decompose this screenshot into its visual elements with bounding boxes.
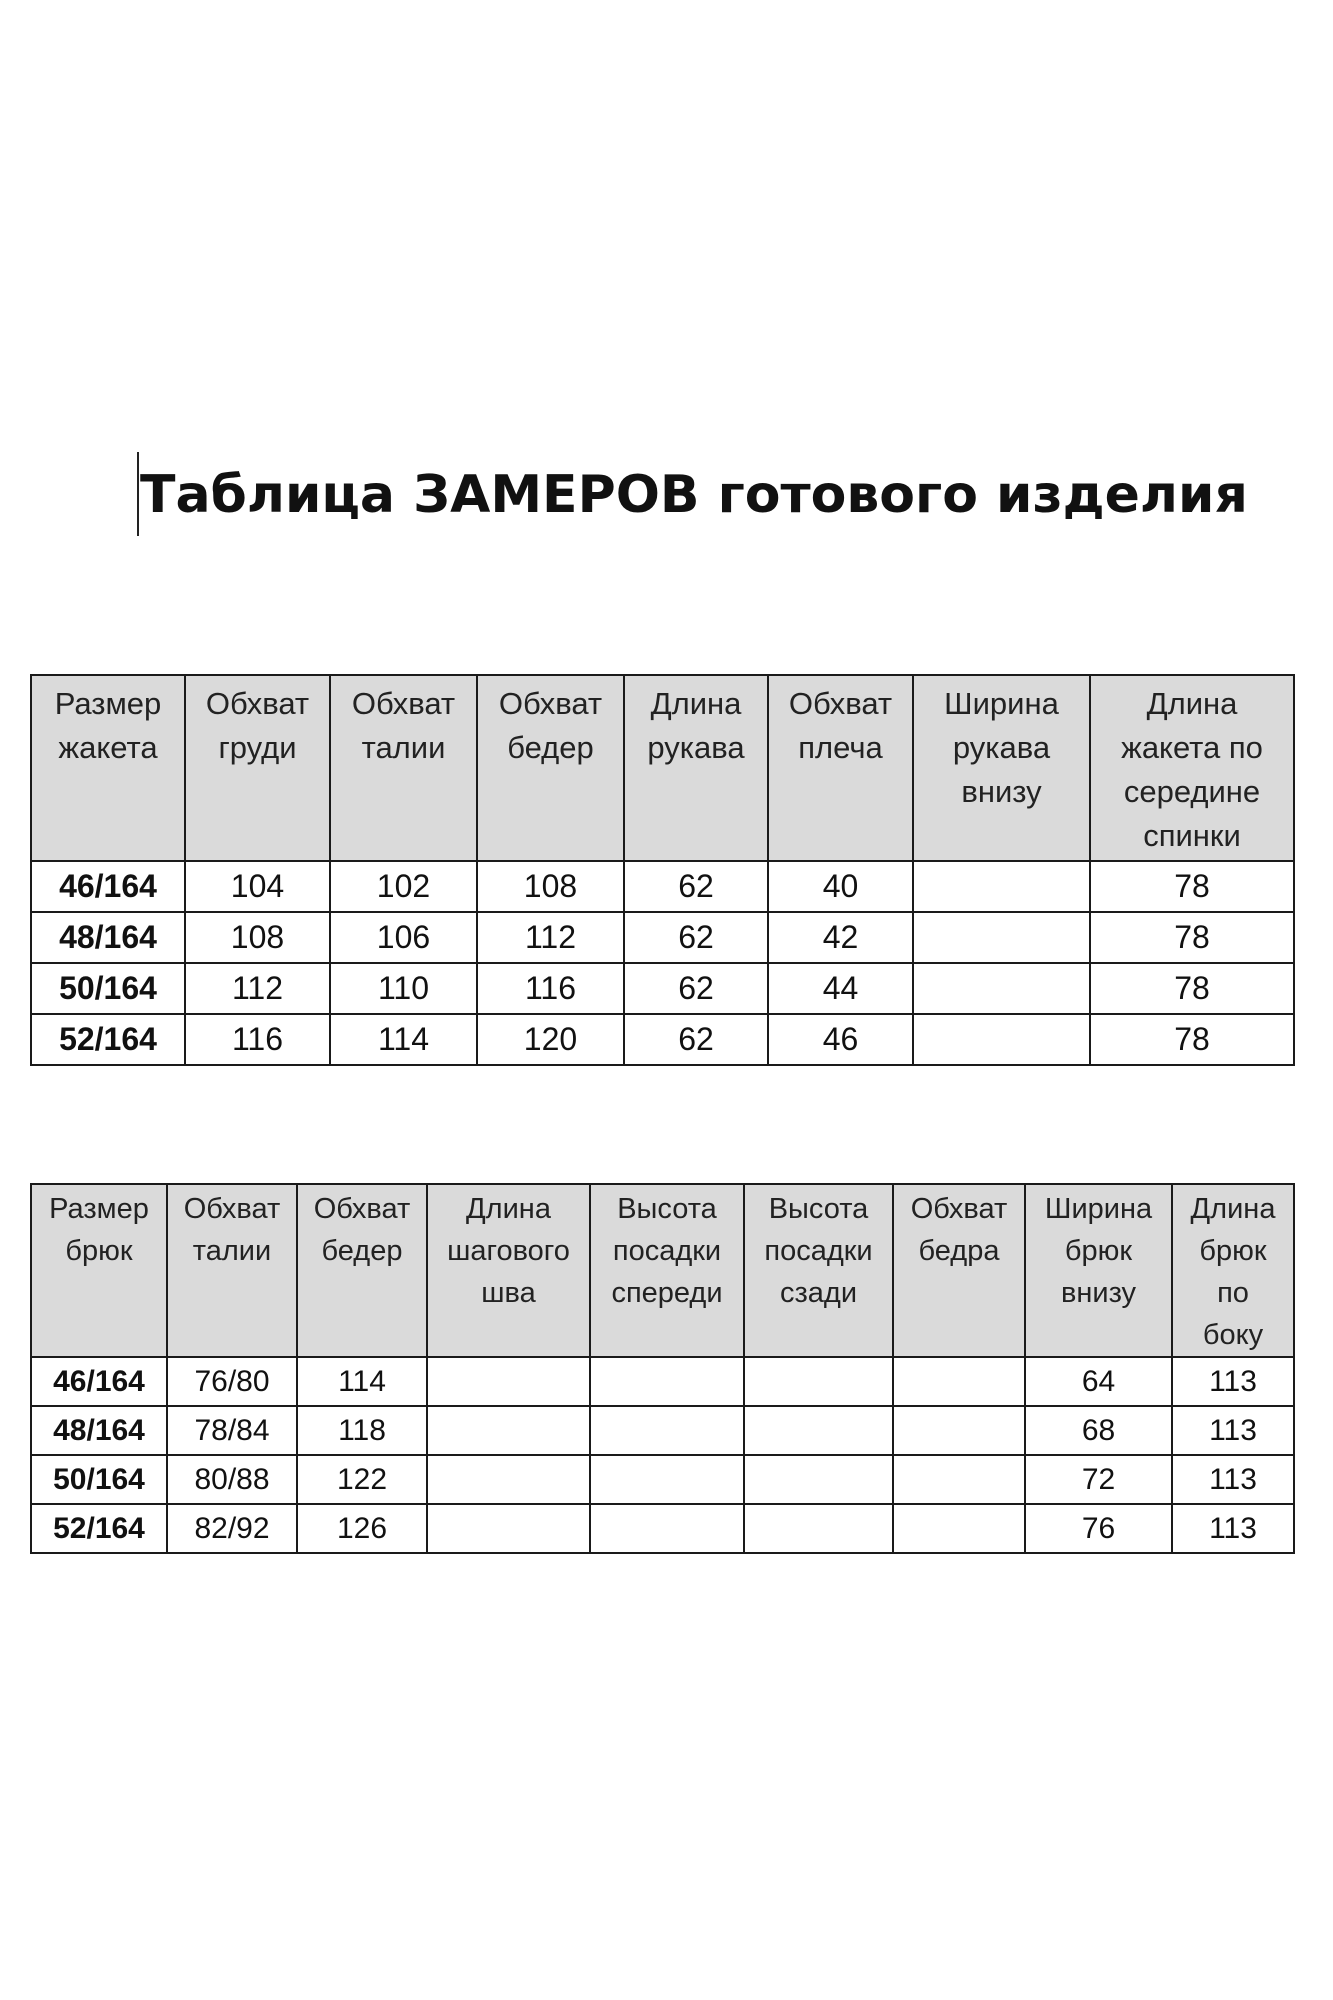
column-header-line: талии <box>361 730 446 765</box>
column-header <box>744 1184 893 1357</box>
column-header <box>167 1184 297 1357</box>
jacket-measurements-table <box>30 674 1295 1066</box>
column-header-line: спинки <box>1143 818 1241 853</box>
column-header-line: Длина <box>466 1193 551 1225</box>
size-cell: 48/164 <box>31 1406 167 1455</box>
column-header-line: середине <box>1123 774 1261 809</box>
table-cell <box>744 1504 893 1553</box>
column-header <box>31 1184 167 1357</box>
table-cell <box>893 1406 1025 1455</box>
table-cell: 80/88 <box>167 1455 297 1504</box>
table-cell: 114 <box>297 1357 427 1406</box>
column-header <box>1090 675 1294 861</box>
table-header-row <box>31 675 1294 861</box>
column-header-line: Обхват <box>788 686 893 721</box>
column-header-line: Обхват <box>205 686 310 721</box>
table-cell <box>744 1357 893 1406</box>
column-header-line: боку <box>1202 1319 1264 1351</box>
column-header-line: плеча <box>798 730 883 765</box>
table-cell: 68 <box>1025 1406 1172 1455</box>
table-row <box>31 1504 1294 1553</box>
column-header <box>1172 1184 1294 1357</box>
table-cell: 82/92 <box>167 1504 297 1553</box>
column-header-line: брюк <box>1064 1235 1133 1267</box>
column-header-line: брюк <box>1199 1235 1267 1267</box>
table-row <box>31 1455 1294 1504</box>
table-row <box>31 1014 1294 1065</box>
table-cell <box>913 963 1090 1014</box>
column-header-line: по <box>1217 1277 1249 1309</box>
table-cell: 113 <box>1172 1504 1294 1553</box>
table-cell <box>427 1357 590 1406</box>
table-cell: 102 <box>330 861 477 912</box>
table-cell: 113 <box>1172 1357 1294 1406</box>
table-cell <box>893 1504 1025 1553</box>
table-cell: 116 <box>477 963 624 1014</box>
column-header-line: груди <box>218 730 297 765</box>
table-cell <box>590 1406 744 1455</box>
column-header-line: жакета по <box>1121 730 1263 765</box>
page-title: Таблица ЗАМЕРОВ готового изделия <box>140 465 1248 525</box>
table-cell: 40 <box>768 861 913 912</box>
table-cell: 46 <box>768 1014 913 1065</box>
table-cell: 62 <box>624 963 768 1014</box>
table-cell: 113 <box>1172 1455 1294 1504</box>
table-cell: 62 <box>624 861 768 912</box>
table-cell: 110 <box>330 963 477 1014</box>
table-cell: 114 <box>330 1014 477 1065</box>
column-header-line: посадки <box>764 1235 873 1267</box>
table-cell <box>913 1014 1090 1065</box>
column-header <box>590 1184 744 1357</box>
table-cell: 42 <box>768 912 913 963</box>
table-cell <box>913 861 1090 912</box>
table-cell: 116 <box>185 1014 330 1065</box>
table-cell: 72 <box>1025 1455 1172 1504</box>
column-header-line: бедра <box>918 1235 1000 1267</box>
size-cell: 48/164 <box>31 912 185 963</box>
table-cell: 104 <box>185 861 330 912</box>
table-cell: 108 <box>185 912 330 963</box>
column-header <box>1025 1184 1172 1357</box>
table-row <box>31 1406 1294 1455</box>
table-cell: 113 <box>1172 1406 1294 1455</box>
table-cell <box>744 1455 893 1504</box>
column-header <box>768 675 913 861</box>
table-cell: 78 <box>1090 963 1294 1014</box>
trousers-measurements-table <box>30 1183 1295 1554</box>
column-header-line: Обхват <box>351 686 456 721</box>
table-cell <box>590 1455 744 1504</box>
size-cell: 50/164 <box>31 963 185 1014</box>
table-cell <box>893 1455 1025 1504</box>
table-cell: 118 <box>297 1406 427 1455</box>
table-cell: 64 <box>1025 1357 1172 1406</box>
column-header-line: Размер <box>54 686 162 721</box>
size-cell: 46/164 <box>31 1357 167 1406</box>
column-header-line: Обхват <box>910 1193 1008 1225</box>
column-header-line: Ширина <box>944 686 1059 721</box>
column-header-line: посадки <box>612 1235 722 1267</box>
table-cell <box>427 1455 590 1504</box>
table-cell: 78/84 <box>167 1406 297 1455</box>
table-cell <box>590 1504 744 1553</box>
table-cell: 120 <box>477 1014 624 1065</box>
column-header <box>185 675 330 861</box>
table-cell: 78 <box>1090 1014 1294 1065</box>
column-header-line: спереди <box>611 1277 723 1309</box>
table-cell <box>427 1504 590 1553</box>
column-header-line: Высота <box>617 1193 717 1225</box>
column-header <box>297 1184 427 1357</box>
column-header-line: Размер <box>49 1193 149 1225</box>
size-cell: 46/164 <box>31 861 185 912</box>
table-cell: 122 <box>297 1455 427 1504</box>
column-header-line: талии <box>192 1235 272 1267</box>
column-header-line: внизу <box>1060 1277 1137 1309</box>
column-header-line: Ширина <box>1044 1193 1153 1225</box>
column-header-line: шва <box>481 1277 536 1309</box>
column-header <box>893 1184 1025 1357</box>
table-row <box>31 912 1294 963</box>
table-cell: 78 <box>1090 912 1294 963</box>
column-header-line: бедер <box>507 730 594 765</box>
column-header-line: Обхват <box>313 1193 411 1225</box>
column-header <box>330 675 477 861</box>
column-header <box>31 675 185 861</box>
table-cell: 112 <box>185 963 330 1014</box>
column-header <box>427 1184 590 1357</box>
table-row <box>31 963 1294 1014</box>
table-cell: 106 <box>330 912 477 963</box>
table-cell <box>893 1357 1025 1406</box>
column-header-line: рукава <box>647 730 745 765</box>
table-cell <box>744 1406 893 1455</box>
table-cell: 44 <box>768 963 913 1014</box>
column-header-line: Длина <box>1146 686 1238 721</box>
table-header-row <box>31 1184 1294 1357</box>
table-cell <box>427 1406 590 1455</box>
table-cell: 112 <box>477 912 624 963</box>
column-header <box>624 675 768 861</box>
table-row <box>31 861 1294 912</box>
column-header-line: рукава <box>952 730 1051 765</box>
size-cell: 52/164 <box>31 1014 185 1065</box>
text-cursor <box>137 452 139 536</box>
table-cell <box>590 1357 744 1406</box>
column-header-line: жакета <box>58 730 158 765</box>
column-header <box>913 675 1090 861</box>
size-cell: 50/164 <box>31 1455 167 1504</box>
table-cell: 78 <box>1090 861 1294 912</box>
column-header-line: Обхват <box>498 686 603 721</box>
column-header-line: Длина <box>1190 1193 1276 1225</box>
size-cell: 52/164 <box>31 1504 167 1553</box>
table-cell: 62 <box>624 912 768 963</box>
column-header-line: Высота <box>768 1193 869 1225</box>
column-header-line: Обхват <box>183 1193 281 1225</box>
table-cell <box>913 912 1090 963</box>
table-cell: 76/80 <box>167 1357 297 1406</box>
column-header <box>477 675 624 861</box>
column-header-line: брюк <box>65 1235 133 1267</box>
table-cell: 126 <box>297 1504 427 1553</box>
table-cell: 76 <box>1025 1504 1172 1553</box>
table-cell: 62 <box>624 1014 768 1065</box>
column-header-line: бедер <box>321 1235 403 1267</box>
column-header-line: Длина <box>650 686 742 721</box>
table-row <box>31 1357 1294 1406</box>
column-header-line: сзади <box>779 1277 858 1309</box>
table-cell: 108 <box>477 861 624 912</box>
column-header-line: шагового <box>447 1235 570 1267</box>
column-header-line: внизу <box>961 774 1042 809</box>
